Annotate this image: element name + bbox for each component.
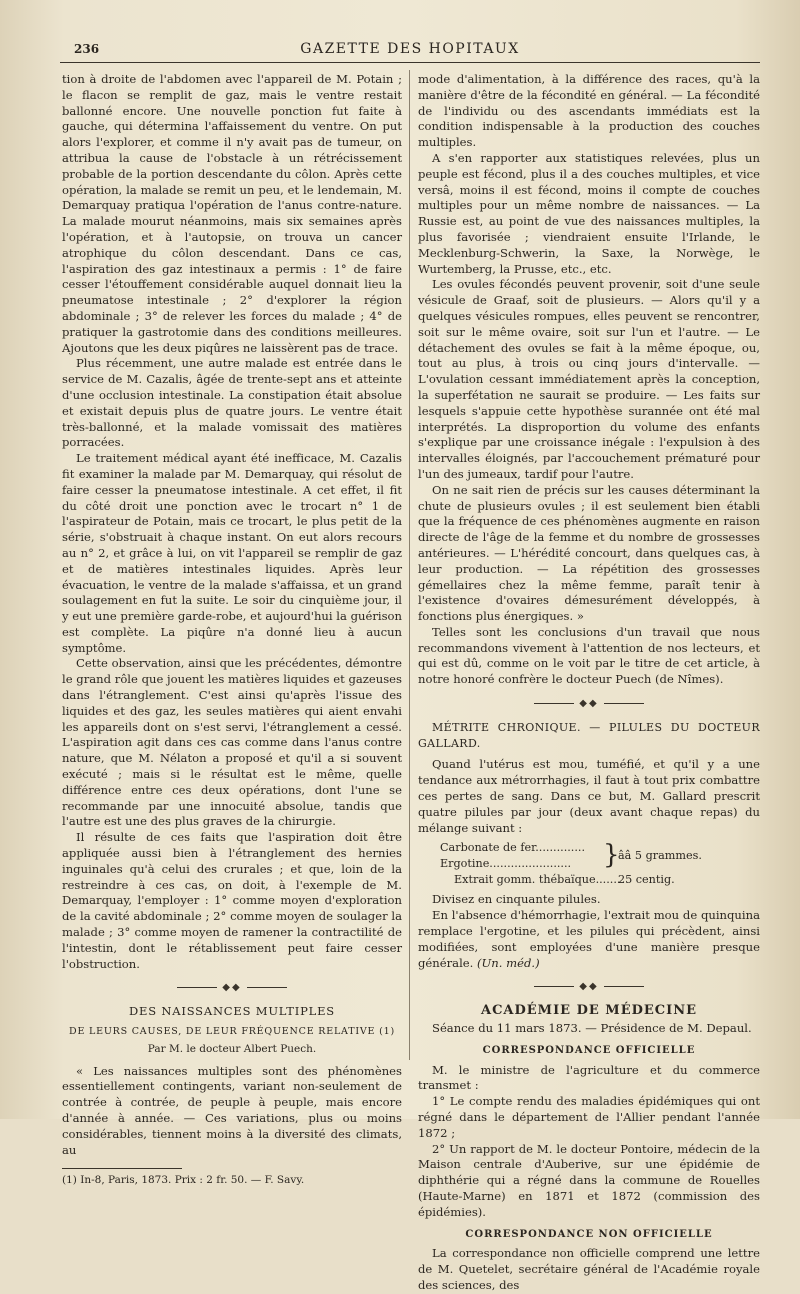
article-subtitle: DE LEURS CAUSES, DE LEUR FRÉQUENCE RELATIVE (1) — [69, 1026, 395, 1038]
paragraph: Les ovules fécondés peuvent provenir, soit d'une seule vésicule de Graaf, soit de plusieurs. — Alors qu'il y a quelques vésicules rompues, elles peuvent se rencontrer, soit sur le même ovaire, soit sur l'un et l'autre. — Le détachement des ovules se fait à la même époque, ou, tout au plus, à trois ou cinq jours d'intervalle. — L'ovulation cessant immédiatement après la conception, la superfétation ne saurait se produire. — Les faits sur lesquels s'appuie cette hypothèse surannée ont été mal interprétés. La disproportion du volume des enfants s'explique par une croissance inégale : l'expulsion à des intervalles éloignés, par l'accouchement prématuré pour l'un des jumeaux, tardif pour l'autre. — [418, 277, 760, 481]
article-title: MÉTRITE CHRONIQUE. — PILULES DU DOCTEUR GALLARD. — [418, 720, 760, 750]
section-ornament: ◆◆ — [418, 979, 760, 995]
subsection-heading: CORRESPONDANCE NON OFFICIELLE — [465, 1228, 713, 1240]
paragraph: 1° Le compte rendu des maladies épidémiques qui ont régné dans le département de l'Allier pendant l'année 1872 ; — [418, 1094, 760, 1140]
paragraph: A s'en rapporter aux statistiques relevées, plus un peuple est fécond, plus il a des couches multiples, et vice versâ, moins il est fécond, moins il compte de couches multiples pour un même nombre de naissances. — La Russie est, au point de vue des naissances multiples, la plus favorisée ; viendraient ensuite l'Irlande, le Mecklenburg-Schwerin, la Saxe, la Norwège, le Wurtemberg, la Prusse, etc., etc. — [418, 150, 760, 276]
paragraph: Divisez en cinquante pilules. — [432, 892, 601, 907]
ingredient-amount: ââ 5 grammes. — [618, 849, 702, 863]
ingredient: Ergotine....................... — [440, 857, 572, 871]
journal-title: GAZETTE DES HOPITAUX — [300, 41, 520, 57]
article-byline: Par M. le docteur Albert Puech. — [147, 1042, 317, 1055]
paragraph: mode d'alimentation, à la différence des races, qu'à la manière d'être de la fécondité en général. — La fécondité de l'individu ou des ascendants immédiats est la condition indispensable à la production des couches multiples. — [418, 72, 760, 150]
paragraph: Il résulte de ces faits que l'aspiration doit être appliquée aussi bien à l'étranglement des hernies inguinales qu'à celui des crurales ; et que, loin de la restreindre à ces cas, on doit, à l'exemple de M. Demarquay, l'employer : 1° comme moyen d'exploration de la cavité abdominale ; 2° comme moyen de soulager la malade ; 3° comme moyen de ramener la contractilité de l'intestin, dont le rétablissement peut faire cesser l'obstruction. — [62, 830, 402, 971]
prescription-line — [440, 856, 760, 872]
paragraph: Telles sont les conclusions d'un travail que nous recommandons vivement à l'attention de nos lecteurs, et qui est dû, comme on le voit par le titre de cet article, à notre honoré confrère le docteur Puech (de Nîmes). — [418, 624, 760, 687]
page-header — [60, 38, 760, 63]
footnote-rule — [62, 1168, 182, 1169]
ingredient-amount: 25 centig. — [618, 873, 675, 887]
paragraph: Le traitement médical ayant été inefficace, M. Cazalis fit examiner la malade par M. Demarquay, qui résolut de faire cesser la pneumatose intestinale. A cet effet, il fit du côté droit une ponction avec le trocart n° 1 de l'aspirateur de Potain, mais ce trocart, le plus petit de la série, s'obstruait à chaque instant. On eut alors recours au n° 2, et grâce à lui, on vit l'appareil se remplir de gaz et de matières intestinales liquides. Après leur évacuation, le ventre de la malade s'affaissa, et un grand soulagement en fut la suite. Le soir du cinquième jour, il y eut une première garde-robe, et aujourd'hui la guérison est complète. La piqûre n'a donné lieu à aucun symptôme. — [62, 451, 402, 655]
prescription — [440, 840, 760, 888]
paragraph: Plus récemment, une autre malade est entrée dans le service de M. Cazalis, âgée de trente-sept ans et atteinte d'une occlusion intestinale. La constipation était absolue et existait depuis plus de quatre jours. Le ventre était très-ballonné, et la malade vomissait des matières porracées. — [62, 356, 402, 450]
section-heading: ACADÉMIE DE MÉDECINE — [480, 1003, 697, 1019]
paragraph: On ne sait rien de précis sur les causes déterminant la chute de plusieurs ovules ; il est seulement bien établi que la fréquence de ces phénomènes augmente en raison directe de l'âge de la femme et du nombre de grossesses antérieures. — L'hérédité concourt, dans quelques cas, à leur production. — La répétition des grossesses gémellaires chez la même femme, paraît tenir à l'existence d'ovaires démesurément développés, à fonctions plus énergiques. » — [418, 482, 760, 624]
ingredient: Carbonate de fer.............. — [440, 841, 586, 855]
right-column — [418, 72, 760, 1294]
paragraph — [418, 908, 760, 971]
prescription-line — [440, 872, 760, 888]
brace: } — [603, 840, 620, 871]
column-divider — [409, 70, 410, 1060]
section-ornament: ◆◆ — [62, 980, 402, 996]
paragraph-text: En l'absence d'hémorrhagie, l'extrait mou de quinquina remplace l'ergotine, et les pilules qui précèdent, ainsi modifiées, sont employées d'une manière presque générale. — [418, 908, 760, 970]
paragraph: La correspondance non officielle comprend une lettre de M. Quetelet, secrétaire général de l'Académie royale des sciences, des — [418, 1246, 760, 1292]
paragraph: M. le ministre de l'agriculture et du commerce transmet : — [418, 1062, 760, 1093]
article-title: DES NAISSANCES MULTIPLES — [129, 1004, 335, 1019]
session-line: Séance du 11 mars 1873. — Présidence de M. Depaul. — [432, 1021, 752, 1036]
page-number: 236 — [74, 42, 100, 56]
paragraph: tion à droite de l'abdomen avec l'appareil de M. Potain ; le flacon se remplit de gaz, mais le ventre restait ballonné encore. Une nouvelle ponction fut faite à gauche, qui détermina l'affaissement du ventre. On put alors l'explorer, et comme il n'y avait pas de tumeur, on attribua la cause de l'obstacle à un rétrécissement probable de la portion descendante du côlon. Après cette opération, la malade se remit un peu, et le lendemain, M. Demarquay pratiqua l'opération de l'anus contre-nature. La malade mourut néanmoins, mais six semaines après l'opération, et à l'autopsie, on trouva un cancer atrophique du côlon descendant. Dans ce cas, l'aspiration des gaz intestinaux a permis : 1° de faire cesser l'étouffement considérable auquel donnait lieu la pneumatose intestinale ; 2° d'explorer la région abdominale ; 3° de relever les forces du malade ; 4° de pratiquer la gastrotomie dans des conditions meilleures. Ajoutons que les deux piqûres ne laissèrent pas de trace. — [62, 72, 402, 355]
paragraph: Cette observation, ainsi que les précédentes, démontre le grand rôle que jouent les matières liquides et gazeuses dans l'étranglement. C'est ainsi qu'après l'issue des liquides et des gaz, les seules matières qui aient envahi les appareils dont on s'est servi, l'étranglement a cessé. L'aspiration agit dans ces cas comme dans l'anus contre nature, que M. Nélaton a proposé et qu'il a si souvent exécuté ; mais si le résultat est le même, quelle différence entre ces deux opérations, dont l'une se recommande par une innocuité absolue, tandis que l'autre est une des plus graves de la chirurgie. — [62, 656, 402, 829]
ingredient: Extrait gomm. thébaïque....... — [454, 873, 621, 887]
footnote: (1) In-8, Paris, 1873. Prix : 2 fr. 50. — F. Savy. — [62, 1174, 305, 1187]
section-ornament: ◆◆ — [418, 696, 760, 712]
source-citation: (Un. méd.) — [477, 955, 540, 970]
paragraph: « Les naissances multiples sont des phénomènes essentiellement contingents, variant non-seulement de contrée à contrée, de peuple à peuple, mais encore d'année à année. — Ces variations, plus ou moins considérables, tiennent moins à la diversité des climats, au — [62, 1063, 402, 1157]
left-column — [62, 72, 402, 1189]
subsection-heading: CORRESPONDANCE OFFICIELLE — [482, 1044, 696, 1056]
paragraph: Quand l'utérus est mou, tuméfié, et qu'il y a une tendance aux métrorrhagies, il faut à tout prix combattre ces pertes de sang. Dans ce but, M. Gallard prescrit quatre pilules par jour (deux avant chaque repas) du mélange suivant : — [418, 757, 760, 835]
paragraph: 2° Un rapport de M. le docteur Pontoire, médecin de la Maison centrale d'Auberive, sur une épidémie de diphthérie qui a régné dans la commune de Rouelles (Haute-Marne) en 1871 et 1872 (commission des épidémies). — [418, 1141, 760, 1219]
